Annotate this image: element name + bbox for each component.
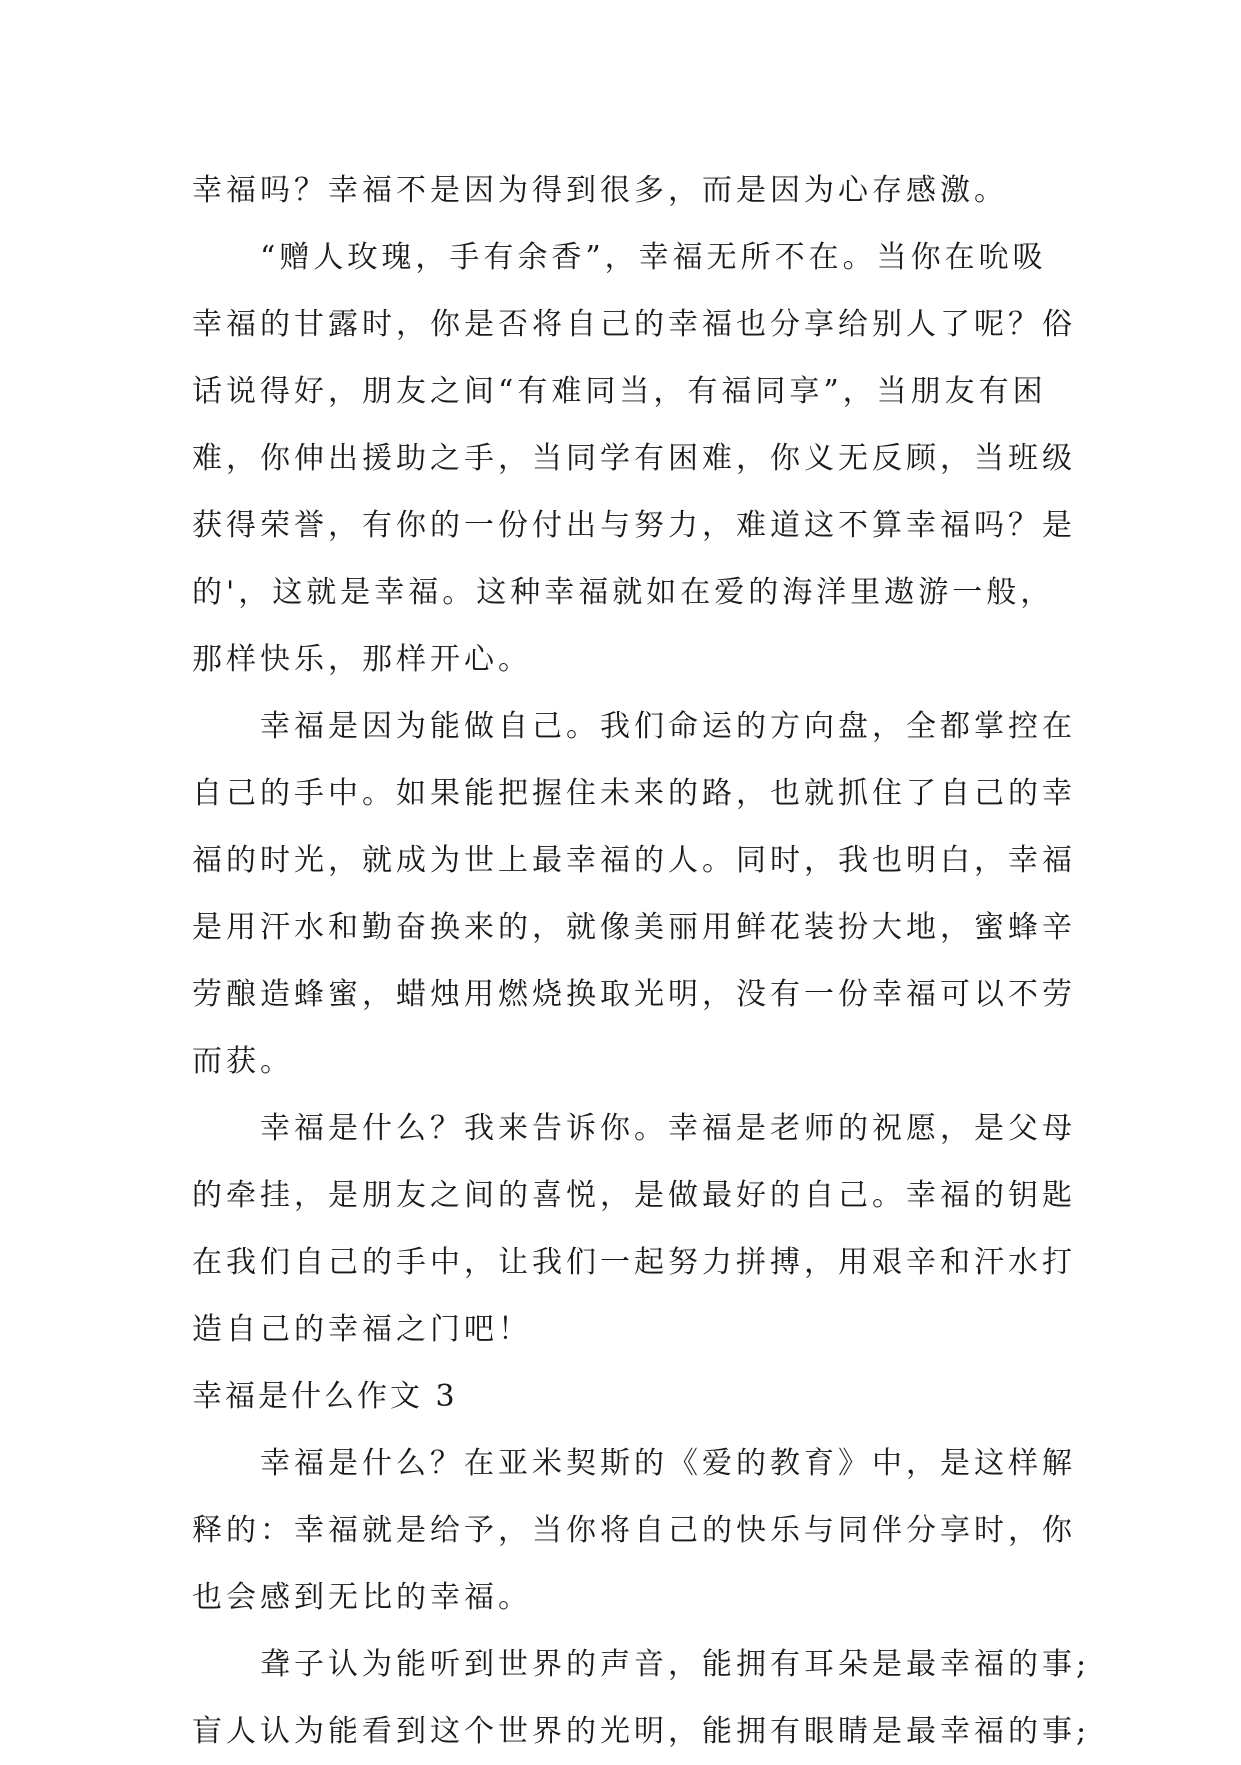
text-line: 盲人认为能看到这个世界的光明，能拥有眼睛是最幸福的事; — [192, 1714, 1091, 1749]
text-line: 幸福吗？幸福不是因为得到很多，而是因为心存感激。 — [192, 173, 1008, 208]
text-line: 是用汗水和勤奋换来的，就像美丽用鲜花装扮大地，蜜蜂辛 — [192, 910, 1076, 945]
text-line: 在我们自己的手中，让我们一起努力拼搏，用艰辛和汗水打 — [192, 1245, 1076, 1280]
document-body — [192, 157, 1091, 1765]
text-line: 福的时光，就成为世上最幸福的人。同时，我也明白，幸福 — [192, 843, 1076, 878]
text-line: 那样快乐，那样开心。 — [192, 642, 532, 677]
text-line: 也会感到无比的幸福。 — [192, 1580, 532, 1615]
text-line: 幸福的甘露时，你是否将自己的幸福也分享给别人了呢？俗 — [192, 307, 1076, 342]
section-heading: 幸福是什么作文 3 — [192, 1379, 458, 1414]
text-line: 造自己的幸福之门吧！ — [192, 1312, 532, 1347]
text-line: 而获。 — [192, 1044, 294, 1079]
text-line: 的牵挂，是朋友之间的喜悦，是做最好的自己。幸福的钥匙 — [192, 1178, 1076, 1213]
text-line: 获得荣誉，有你的一份付出与努力，难道这不算幸福吗？是 — [192, 508, 1076, 543]
text-line: 释的：幸福就是给予，当你将自己的快乐与同伴分享时，你 — [192, 1513, 1076, 1548]
text-line: 劳酿造蜂蜜，蜡烛用燃烧换取光明，没有一份幸福可以不劳 — [192, 977, 1076, 1012]
text-line: 难，你伸出援助之手，当同学有困难，你义无反顾，当班级 — [192, 441, 1076, 476]
text-line: 自己的手中。如果能把握住未来的路，也就抓住了自己的幸 — [192, 776, 1076, 811]
text-line: 话说得好，朋友之间“有难同当，有福同享”，当朋友有困 — [192, 374, 1047, 409]
text-line: 的'，这就是幸福。这种幸福就如在爱的海洋里遨游一般， — [192, 575, 1055, 610]
paragraph-start: 聋子认为能听到世界的声音，能拥有耳朵是最幸福的事; — [260, 1647, 1091, 1682]
paragraph-start: “赠人玫瑰，手有余香”，幸福无所不在。当你在吮吸 — [260, 240, 1047, 275]
paragraph-start: 幸福是什么？我来告诉你。幸福是老师的祝愿，是父母 — [260, 1111, 1076, 1146]
paragraph-start: 幸福是因为能做自己。我们命运的方向盘，全都掌控在 — [260, 709, 1076, 744]
paragraph-start: 幸福是什么？在亚米契斯的《爱的教育》中，是这样解 — [260, 1446, 1076, 1481]
